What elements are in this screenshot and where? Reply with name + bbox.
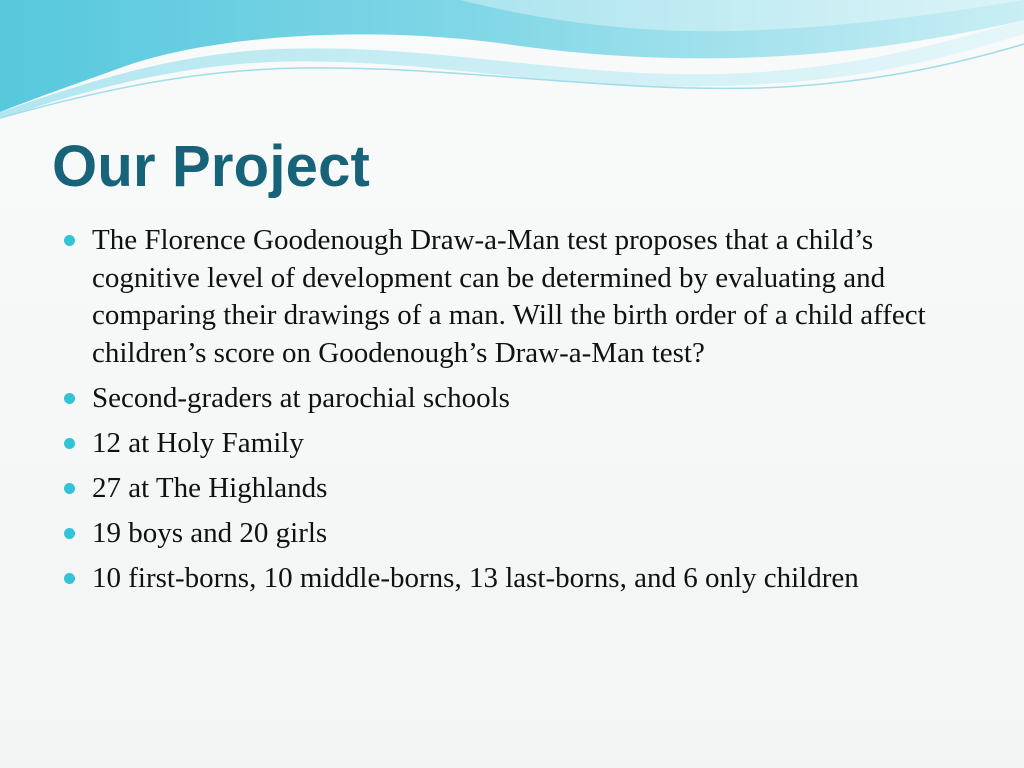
- bullet-text: The Florence Goodenough Draw-a-Man test proposes that a child’s cognitive level of development can be determined by evaluating and comparing their drawings of a man. Will the birth order of a child affect children’s score on Goodenough’s Draw-a-Man test?: [92, 224, 926, 369]
- slide-title: Our Project: [52, 134, 371, 199]
- bullet-icon: [64, 483, 75, 494]
- decorative-wave-header: [0, 0, 1024, 130]
- bullet-icon: [64, 393, 75, 404]
- list-item: [62, 222, 962, 372]
- bullet-text: 27 at The Highlands: [92, 471, 328, 504]
- list-item: [62, 425, 962, 463]
- bullet-icon: [64, 528, 75, 539]
- bullet-list: [62, 222, 962, 605]
- bullet-icon: [64, 235, 75, 246]
- list-item: [62, 470, 962, 508]
- bullet-text: 19 boys and 20 girls: [92, 516, 328, 549]
- bullet-text: 12 at Holy Family: [92, 426, 304, 459]
- bullet-text: 10 first-borns, 10 middle-borns, 13 last-borns, and 6 only children: [92, 561, 859, 594]
- bullet-text: Second-graders at parochial schools: [92, 381, 510, 414]
- list-item: [62, 515, 962, 553]
- list-item: [62, 380, 962, 418]
- bullet-icon: [64, 573, 75, 584]
- bullet-icon: [64, 438, 75, 449]
- list-item: [62, 560, 962, 598]
